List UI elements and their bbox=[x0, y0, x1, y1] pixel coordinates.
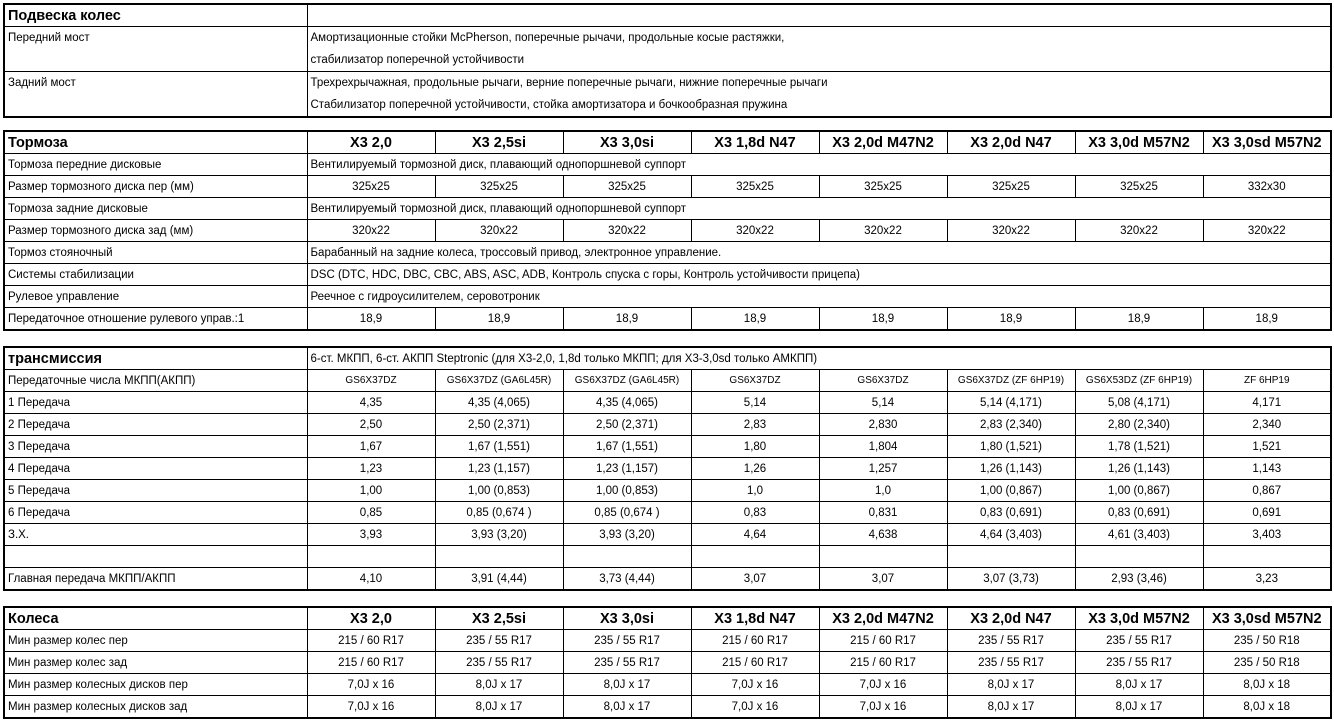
row-label: 3 Передача bbox=[4, 436, 307, 458]
value-cell bbox=[307, 546, 435, 568]
value-cell: 1,00 (0,853) bbox=[435, 480, 563, 502]
table-row bbox=[4, 286, 1331, 308]
value-cell: 235 / 55 R17 bbox=[435, 630, 563, 652]
row-label: 1 Передача bbox=[4, 392, 307, 414]
value-cell: 3,23 bbox=[1203, 568, 1331, 591]
header-row bbox=[4, 131, 1331, 154]
value-cell: 5,14 (4,171) bbox=[947, 392, 1075, 414]
model-header: X3 3,0si bbox=[563, 131, 691, 154]
section-title: трансмиссия bbox=[4, 347, 307, 370]
value-cell: 0,83 bbox=[691, 502, 819, 524]
table-row bbox=[4, 198, 1331, 220]
value-cell: 1,80 (1,521) bbox=[947, 436, 1075, 458]
description-line: стабилизатор поперечной устойчивости bbox=[310, 54, 525, 66]
value-cell: 8,0J x 18 bbox=[1203, 674, 1331, 696]
value-cell: 4,61 (3,403) bbox=[1075, 524, 1203, 546]
value-cell: 325x25 bbox=[307, 176, 435, 198]
table-row bbox=[4, 242, 1331, 264]
row-label: 5 Передача bbox=[4, 480, 307, 502]
value-cell: 8,0J x 17 bbox=[563, 696, 691, 719]
value-cell: 4,35 bbox=[307, 392, 435, 414]
model-header: X3 3,0sd M57N2 bbox=[1203, 607, 1331, 630]
description-line: Трехрехрычажная, продольные рычаги, верние поперечные рычаги, нижние поперечные рычаги bbox=[310, 77, 828, 89]
value-cell: 1,00 (0,853) bbox=[563, 480, 691, 502]
value-cell: 4,64 bbox=[691, 524, 819, 546]
value-cell: 1,0 bbox=[819, 480, 947, 502]
value-cell: 3,93 bbox=[307, 524, 435, 546]
value-cell: 1,23 (1,157) bbox=[563, 458, 691, 480]
value-cell: 325x25 bbox=[947, 176, 1075, 198]
value-cell: 235 / 55 R17 bbox=[563, 652, 691, 674]
value-cell: 320x22 bbox=[819, 220, 947, 242]
value-cell bbox=[947, 546, 1075, 568]
value-cell: 0,83 (0,691) bbox=[1075, 502, 1203, 524]
model-header: X3 3,0sd M57N2 bbox=[1203, 131, 1331, 154]
value-cell: 3,91 (4,44) bbox=[435, 568, 563, 591]
value-cell: 1,00 bbox=[307, 480, 435, 502]
value-cell: 4,171 bbox=[1203, 392, 1331, 414]
model-header: X3 2,0d M47N2 bbox=[819, 607, 947, 630]
value-cell: 18,9 bbox=[563, 308, 691, 331]
value-cell: 325x25 bbox=[563, 176, 691, 198]
value-cell: 0,831 bbox=[819, 502, 947, 524]
value-cell: 18,9 bbox=[1203, 308, 1331, 331]
value-cell: 3,93 (3,20) bbox=[435, 524, 563, 546]
value-cell: 215 / 60 R17 bbox=[307, 652, 435, 674]
row-label bbox=[4, 546, 307, 568]
description-line: Стабилизатор поперечной устойчивости, стойка амортизатора и бочкообразная пружина bbox=[310, 99, 788, 111]
section-title: Колеса bbox=[4, 607, 307, 630]
value-cell: 235 / 55 R17 bbox=[947, 652, 1075, 674]
gearbox-cell: GS6X37DZ bbox=[691, 370, 819, 392]
table-row bbox=[4, 546, 1331, 568]
table-row bbox=[4, 392, 1331, 414]
value-cell: 215 / 60 R17 bbox=[819, 630, 947, 652]
value-cell: 7,0J x 16 bbox=[307, 696, 435, 719]
row-description bbox=[307, 72, 1331, 118]
gearbox-cell: GS6X37DZ bbox=[307, 370, 435, 392]
value-cell: 325x25 bbox=[819, 176, 947, 198]
value-cell bbox=[563, 546, 691, 568]
value-cell: 325x25 bbox=[1075, 176, 1203, 198]
brakes-table bbox=[3, 130, 1332, 331]
value-cell: 215 / 60 R17 bbox=[691, 630, 819, 652]
row-description: Реечное с гидроусилителем, серовотроник bbox=[307, 286, 1331, 308]
table-row bbox=[4, 568, 1331, 591]
model-header: X3 1,8d N47 bbox=[691, 607, 819, 630]
value-cell: 8,0J x 17 bbox=[1075, 696, 1203, 719]
row-label: Передаточные числа МКПП(АКПП) bbox=[4, 370, 307, 392]
row-label: Рулевое управление bbox=[4, 286, 307, 308]
value-cell: 215 / 60 R17 bbox=[691, 652, 819, 674]
value-cell: 18,9 bbox=[947, 308, 1075, 331]
value-cell: 235 / 50 R18 bbox=[1203, 630, 1331, 652]
value-cell: 325x25 bbox=[691, 176, 819, 198]
value-cell: 8,0J x 17 bbox=[435, 696, 563, 719]
row-label: Передаточное отношение рулевого управ.:1 bbox=[4, 308, 307, 331]
value-cell: 0,83 (0,691) bbox=[947, 502, 1075, 524]
value-cell bbox=[691, 546, 819, 568]
row-description: Барабанный на задние колеса, троссовый привод, электронное управление. bbox=[307, 242, 1331, 264]
gearbox-cell: ZF 6HP19 bbox=[1203, 370, 1331, 392]
value-cell: 1,804 bbox=[819, 436, 947, 458]
table-row bbox=[4, 502, 1331, 524]
value-cell: 8,0J x 17 bbox=[435, 674, 563, 696]
value-cell: 235 / 55 R17 bbox=[947, 630, 1075, 652]
value-cell: 3,73 (4,44) bbox=[563, 568, 691, 591]
value-cell: 235 / 55 R17 bbox=[435, 652, 563, 674]
row-label: Задний мост bbox=[4, 72, 307, 118]
value-cell: 1,23 (1,157) bbox=[435, 458, 563, 480]
value-cell: 5,14 bbox=[691, 392, 819, 414]
value-cell: 5,08 (4,171) bbox=[1075, 392, 1203, 414]
model-header: X3 2,5si bbox=[435, 131, 563, 154]
value-cell: 2,830 bbox=[819, 414, 947, 436]
row-label: Передний мост bbox=[4, 27, 307, 72]
value-cell: 7,0J x 16 bbox=[691, 674, 819, 696]
model-header: X3 3,0si bbox=[563, 607, 691, 630]
gearbox-cell: GS6X37DZ (ZF 6HP19) bbox=[947, 370, 1075, 392]
row-description bbox=[307, 27, 1331, 72]
value-cell bbox=[1075, 546, 1203, 568]
value-cell: 18,9 bbox=[819, 308, 947, 331]
value-cell: 18,9 bbox=[1075, 308, 1203, 331]
value-cell: 320x22 bbox=[1203, 220, 1331, 242]
row-label: Мин размер колесных дисков пер bbox=[4, 674, 307, 696]
gearbox-cell: GS6X53DZ (ZF 6HP19) bbox=[1075, 370, 1203, 392]
suspension-table bbox=[3, 3, 1332, 118]
value-cell: 1,67 (1,551) bbox=[435, 436, 563, 458]
value-cell: 0,85 bbox=[307, 502, 435, 524]
value-cell: 320x22 bbox=[307, 220, 435, 242]
value-cell bbox=[1203, 546, 1331, 568]
value-cell: 8,0J x 18 bbox=[1203, 696, 1331, 719]
table-row bbox=[4, 696, 1331, 719]
value-cell: 320x22 bbox=[563, 220, 691, 242]
value-cell: 1,67 (1,551) bbox=[563, 436, 691, 458]
row-label: 4 Передача bbox=[4, 458, 307, 480]
value-cell bbox=[819, 546, 947, 568]
model-header: X3 2,0d N47 bbox=[947, 131, 1075, 154]
value-cell: 8,0J x 17 bbox=[947, 696, 1075, 719]
value-cell: 3,93 (3,20) bbox=[563, 524, 691, 546]
value-cell: 2,50 (2,371) bbox=[563, 414, 691, 436]
value-cell: 3,07 bbox=[819, 568, 947, 591]
model-header: X3 2,0d N47 bbox=[947, 607, 1075, 630]
value-cell: 5,14 bbox=[819, 392, 947, 414]
value-cell: 1,00 (0,867) bbox=[947, 480, 1075, 502]
row-description: Вентилируемый тормозной диск, плавающий однопоршневой суппорт bbox=[307, 198, 1331, 220]
value-cell: 0,867 bbox=[1203, 480, 1331, 502]
table-row bbox=[4, 524, 1331, 546]
value-cell: 4,10 bbox=[307, 568, 435, 591]
value-cell: 3,403 bbox=[1203, 524, 1331, 546]
value-cell: 332x30 bbox=[1203, 176, 1331, 198]
value-cell: 1,26 (1,143) bbox=[947, 458, 1075, 480]
table-row bbox=[4, 480, 1331, 502]
value-cell: 215 / 60 R17 bbox=[819, 652, 947, 674]
model-header: X3 2,0d M47N2 bbox=[819, 131, 947, 154]
value-cell: 1,521 bbox=[1203, 436, 1331, 458]
value-cell: 2,83 bbox=[691, 414, 819, 436]
table-row bbox=[4, 414, 1331, 436]
header-row bbox=[4, 607, 1331, 630]
value-cell: 3,07 (3,73) bbox=[947, 568, 1075, 591]
value-cell: 325x25 bbox=[435, 176, 563, 198]
value-cell: 215 / 60 R17 bbox=[307, 630, 435, 652]
value-cell: 2,80 (2,340) bbox=[1075, 414, 1203, 436]
value-cell: 320x22 bbox=[691, 220, 819, 242]
header-row bbox=[4, 347, 1331, 370]
value-cell: 18,9 bbox=[691, 308, 819, 331]
value-cell: 8,0J x 17 bbox=[563, 674, 691, 696]
value-cell: 1,80 bbox=[691, 436, 819, 458]
section-title: Тормоза bbox=[4, 131, 307, 154]
value-cell: 1,26 bbox=[691, 458, 819, 480]
table-row bbox=[4, 220, 1331, 242]
value-cell: 1,0 bbox=[691, 480, 819, 502]
section-title: Подвеска колес bbox=[4, 4, 307, 27]
row-label: Тормоза передние дисковые bbox=[4, 154, 307, 176]
model-header: X3 2,0 bbox=[307, 131, 435, 154]
value-cell: 18,9 bbox=[307, 308, 435, 331]
value-cell: 235 / 50 R18 bbox=[1203, 652, 1331, 674]
value-cell: 7,0J x 16 bbox=[819, 674, 947, 696]
model-header: X3 3,0d M57N2 bbox=[1075, 607, 1203, 630]
row-label: Тормоза задние дисковые bbox=[4, 198, 307, 220]
value-cell: 1,23 bbox=[307, 458, 435, 480]
table-row bbox=[4, 436, 1331, 458]
value-cell: 320x22 bbox=[435, 220, 563, 242]
wheels-table bbox=[3, 606, 1332, 719]
row-label: Размер тормозного диска пер (мм) bbox=[4, 176, 307, 198]
row-description: Вентилируемый тормозной диск, плавающий однопоршневой суппорт bbox=[307, 154, 1331, 176]
gearbox-row bbox=[4, 370, 1331, 392]
value-cell: 235 / 55 R17 bbox=[1075, 630, 1203, 652]
table-row bbox=[4, 264, 1331, 286]
empty-cell bbox=[307, 4, 1331, 27]
model-header: X3 2,5si bbox=[435, 607, 563, 630]
value-cell: 7,0J x 16 bbox=[819, 696, 947, 719]
row-label: Системы стабилизации bbox=[4, 264, 307, 286]
row-label: Мин размер колесных дисков зад bbox=[4, 696, 307, 719]
value-cell: 0,691 bbox=[1203, 502, 1331, 524]
table-row bbox=[4, 674, 1331, 696]
table-row bbox=[4, 176, 1331, 198]
gearbox-cell: GS6X37DZ (GA6L45R) bbox=[435, 370, 563, 392]
value-cell: 2,340 bbox=[1203, 414, 1331, 436]
value-cell: 4,35 (4,065) bbox=[563, 392, 691, 414]
value-cell: 0,85 (0,674 ) bbox=[435, 502, 563, 524]
value-cell: 1,78 (1,521) bbox=[1075, 436, 1203, 458]
value-cell: 4,638 bbox=[819, 524, 947, 546]
value-cell: 1,00 (0,867) bbox=[1075, 480, 1203, 502]
model-header: X3 3,0d M57N2 bbox=[1075, 131, 1203, 154]
value-cell: 320x22 bbox=[1075, 220, 1203, 242]
row-label: Тормоз стояночный bbox=[4, 242, 307, 264]
gearbox-cell: GS6X37DZ bbox=[819, 370, 947, 392]
value-cell: 4,35 (4,065) bbox=[435, 392, 563, 414]
value-cell: 235 / 55 R17 bbox=[1075, 652, 1203, 674]
table-row bbox=[4, 630, 1331, 652]
value-cell: 3,07 bbox=[691, 568, 819, 591]
value-cell: 1,257 bbox=[819, 458, 947, 480]
value-cell: 320x22 bbox=[947, 220, 1075, 242]
value-cell: 8,0J x 17 bbox=[1075, 674, 1203, 696]
value-cell bbox=[435, 546, 563, 568]
row-label: Размер тормозного диска зад (мм) bbox=[4, 220, 307, 242]
description-line: Амортизационные стойки McPherson, поперечные рычачи, продольные косые растяжки, bbox=[310, 32, 785, 44]
row-label: Главная передача МКПП/АКПП bbox=[4, 568, 307, 591]
row-description: DSC (DTC, HDC, DBC, CBC, ABS, ASC, ADB, Контроль спуска с горы, Контроль устойчивости прицепа) bbox=[307, 264, 1331, 286]
value-cell: 1,26 (1,143) bbox=[1075, 458, 1203, 480]
row-label: Мин размер колес пер bbox=[4, 630, 307, 652]
table-row bbox=[4, 458, 1331, 480]
model-header: X3 2,0 bbox=[307, 607, 435, 630]
value-cell: 18,9 bbox=[435, 308, 563, 331]
value-cell: 0,85 (0,674 ) bbox=[563, 502, 691, 524]
row-label: 6 Передача bbox=[4, 502, 307, 524]
value-cell: 2,50 (2,371) bbox=[435, 414, 563, 436]
gearbox-cell: GS6X37DZ (GA6L45R) bbox=[563, 370, 691, 392]
value-cell: 8,0J x 17 bbox=[947, 674, 1075, 696]
value-cell: 2,50 bbox=[307, 414, 435, 436]
value-cell: 7,0J x 16 bbox=[691, 696, 819, 719]
value-cell: 2,83 (2,340) bbox=[947, 414, 1075, 436]
row-label: 2 Передача bbox=[4, 414, 307, 436]
value-cell: 1,67 bbox=[307, 436, 435, 458]
value-cell: 1,143 bbox=[1203, 458, 1331, 480]
value-cell: 4,64 (3,403) bbox=[947, 524, 1075, 546]
value-cell: 7,0J x 16 bbox=[307, 674, 435, 696]
model-header: X3 1,8d N47 bbox=[691, 131, 819, 154]
transmission-note: 6-ст. МКПП, 6-ст. АКПП Steptronic (для X3-2,0, 1,8d только МКПП; для X3-3,0sd только АМКПП) bbox=[307, 347, 1331, 370]
value-cell: 2,93 (3,46) bbox=[1075, 568, 1203, 591]
row-label: Мин размер колес зад bbox=[4, 652, 307, 674]
value-cell: 235 / 55 R17 bbox=[563, 630, 691, 652]
table-row bbox=[4, 308, 1331, 331]
row-label: З.Х. bbox=[4, 524, 307, 546]
transmission-table bbox=[3, 346, 1332, 591]
table-row bbox=[4, 652, 1331, 674]
table-row bbox=[4, 154, 1331, 176]
